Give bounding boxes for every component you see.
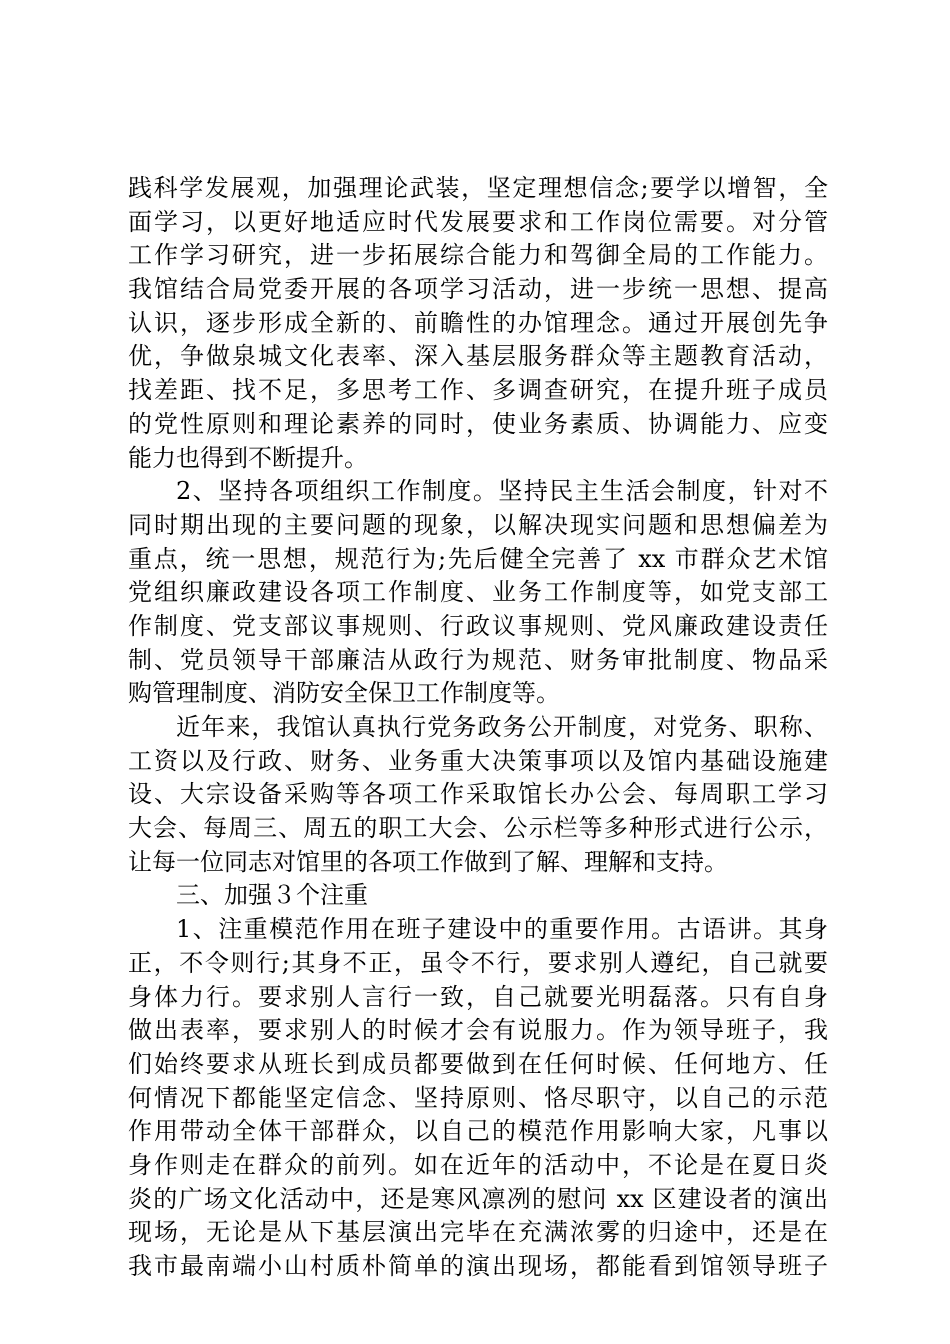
body-line: 找差距、找不足，多思考工作、多调查研究，在提升班子成员 (128, 376, 828, 405)
body-line: 购管理制度、消防安全保卫工作制度等。 (128, 679, 560, 708)
body-line: 作制度、党支部议事规则、行政议事规则、党风廉政建设责任 (128, 611, 828, 640)
body-line: 的党性原则和理论素养的同时，使业务素质、协调能力、应变 (128, 409, 828, 438)
body-line: 能力也得到不断提升。 (128, 443, 368, 472)
body-line: 工作学习研究，进一步拓展综合能力和驾御全局的工作能力。 (128, 241, 828, 270)
body-line: 让每一位同志对馆里的各项工作做到了解、理解和支持。 (128, 847, 728, 876)
body-line: 我馆结合局党委开展的各项学习活动，进一步统一思想、提高 (128, 275, 828, 304)
section-heading: 三、加强３个注重 (176, 881, 368, 910)
body-line: 设、大宗设备采购等各项工作采取馆长办公会、每周职工学习 (128, 780, 828, 809)
body-line: 我市最南端小山村质朴简单的演出现场，都能看到馆领导班子 (128, 1252, 828, 1280)
paragraph-start: 近年来，我馆认真执行党务政务公开制度，对党务、职称、 (176, 713, 828, 741)
body-line: 工资以及行政、财务、业务重大决策事项以及馆内基础设施建 (128, 746, 828, 775)
paragraph-start: 1、注重模范作用在班子建设中的重要作用。古语讲。其身 (176, 915, 828, 944)
body-line: 面学习，以更好地适应时代发展要求和工作岗位需要。对分管 (128, 207, 828, 236)
body-line: 们始终要求从班长到成员都要做到在任何时候、任何地方、任 (128, 1049, 828, 1078)
body-line: 大会、每周三、周五的职工大会、公示栏等多种形式进行公示， (128, 814, 828, 843)
body-line: 做出表率，要求别人的时候才会有说服力。作为领导班子，我 (128, 1016, 828, 1045)
body-line: 认识，逐步形成全新的、前瞻性的办馆理念。通过开展创先争 (128, 308, 828, 337)
body-line: 优，争做泉城文化表率、深入基层服务群众等主题教育活动， (128, 342, 828, 371)
body-line: 正，不令则行;其身不正，虽令不行，要求别人遵纪，自己就要 (128, 948, 828, 977)
document-body (128, 172, 828, 1284)
body-line: 同时期出现的主要问题的现象，以解决现实问题和思想偏差为 (128, 510, 828, 539)
body-line: 党组织廉政建设各项工作制度、业务工作制度等，如党支部工 (128, 578, 828, 607)
body-line: 践科学发展观，加强理论武装，坚定理想信念;要学以增智，全 (128, 174, 828, 202)
body-line: 重点，统一思想，规范行为;先后健全完善了 xx 市群众艺术馆 (128, 544, 828, 573)
body-line: 作用带动全体干部群众，以自己的模范作用影响大家，凡事以 (128, 1117, 828, 1146)
body-line: 制、党员领导干部廉洁从政行为规范、财务审批制度、物品采 (128, 645, 828, 674)
body-line: 身作则走在群众的前列。如在近年的活动中，不论是在夏日炎 (128, 1150, 828, 1179)
body-line: 身体力行。要求别人言行一致，自己就要光明磊落。只有自身 (128, 982, 828, 1011)
body-line: 炎的广场文化活动中，还是寒风凛冽的慰问 xx 区建设者的演出 (128, 1184, 828, 1213)
body-line: 现场，无论是从下基层演出完毕在充满浓雾的归途中，还是在 (128, 1218, 828, 1247)
paragraph-start: 2、坚持各项组织工作制度。坚持民主生活会制度，针对不 (176, 477, 828, 506)
body-line: 何情况下都能坚定信念、坚持原则、恪尽职守，以自己的示范 (128, 1083, 828, 1112)
